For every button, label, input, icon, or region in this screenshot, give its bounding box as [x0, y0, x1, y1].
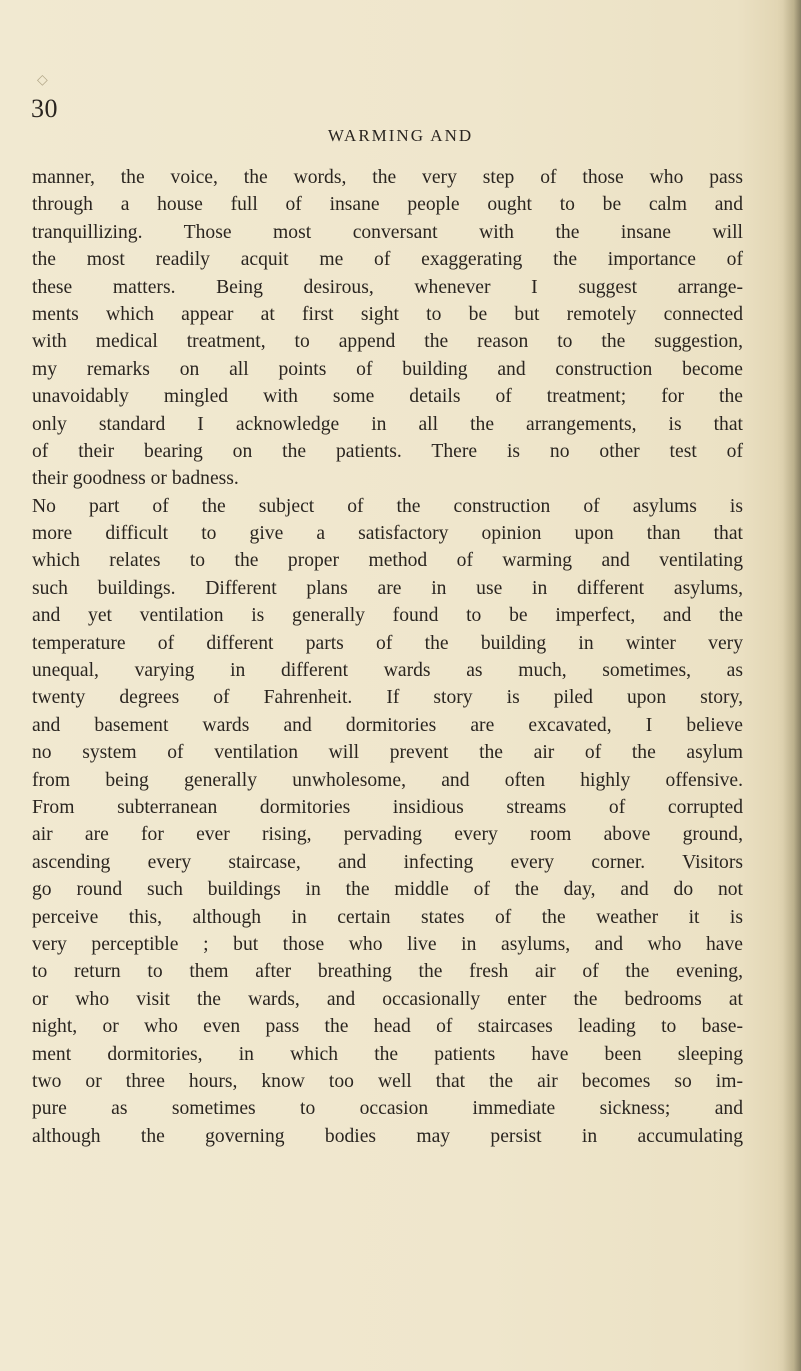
text-line: go round such buildings in the middle of the day, and do not — [32, 879, 743, 901]
text-line: through a house full of insane people ought to be calm and — [32, 194, 743, 216]
text-line: and basement wards and dormitories are excavated, I believe — [32, 714, 743, 736]
text-line: manner, the voice, the words, the very step of those who pass — [32, 167, 743, 188]
text-line: From subterranean dormitories insidious streams of corrupted — [32, 796, 743, 818]
ink-stain-mark: ◇ — [37, 72, 48, 88]
text-line: these matters. Being desirous, whenever I suggest arrange- — [32, 276, 743, 298]
text-line: twenty degrees of Fahrenheit. If story is piled upon story, — [32, 687, 743, 709]
text-line: air are for ever rising, pervading every room above ground, — [32, 824, 743, 846]
text-line: with medical treatment, to append the reason to the suggestion, — [32, 331, 743, 353]
text-line: unavoidably mingled with some details of treatment; for the — [32, 386, 743, 408]
text-line: two or three hours, know too well that the air becomes so im- — [32, 1070, 743, 1092]
text-line: the most readily acquit me of exaggerating the importance of — [32, 249, 743, 271]
text-line: to return to them after breathing the fresh air of the evening, — [32, 961, 743, 983]
text-line: only standard I acknowledge in all the arrangements, is that — [32, 413, 743, 435]
text-line: more difficult to give a satisfactory opinion upon than that — [32, 523, 743, 545]
body-text — [32, 164, 743, 1150]
text-line: such buildings. Different plans are in use in different asylums, — [32, 577, 743, 599]
text-line: or who visit the wards, and occasionally enter the bedrooms at — [32, 988, 743, 1010]
text-line: their goodness or badness. — [32, 468, 239, 490]
text-line: perceive this, although in certain states of the weather it is — [32, 906, 743, 928]
text-line: pure as sometimes to occasion immediate sickness; and — [32, 1098, 743, 1120]
text-line: although the governing bodies may persist in accumulating — [32, 1125, 743, 1147]
text-line: tranquillizing. Those most conversant with the insane will — [32, 221, 743, 243]
text-line: which relates to the proper method of warming and ventilating — [32, 550, 743, 572]
text-line: my remarks on all points of building and construction become — [32, 358, 743, 380]
page-number: 30 — [31, 94, 58, 123]
text-line: temperature of different parts of the building in winter very — [32, 632, 743, 654]
text-line: ments which appear at first sight to be but remotely connected — [32, 303, 743, 325]
text-line: of their bearing on the patients. There is no other test of — [32, 440, 743, 462]
text-line: very perceptible ; but those who live in asylums, and who have — [32, 933, 743, 955]
text-line: night, or who even pass the head of staircases leading to base- — [32, 1016, 743, 1038]
page-edge-shadow — [783, 0, 801, 1371]
text-line: and yet ventilation is generally found to be imperfect, and the — [32, 605, 743, 627]
text-line: ment dormitories, in which the patients have been sleeping — [32, 1043, 743, 1065]
running-head: WARMING AND — [327, 126, 474, 145]
text-line: ascending every staircase, and infecting every corner. Visitors — [32, 851, 743, 873]
text-line: unequal, varying in different wards as much, sometimes, as — [32, 660, 743, 682]
text-line: from being generally unwholesome, and often highly offensive. — [32, 769, 743, 791]
text-line: No part of the subject of the construction of asylums is — [32, 495, 743, 517]
text-line: no system of ventilation will prevent the air of the asylum — [32, 742, 743, 764]
